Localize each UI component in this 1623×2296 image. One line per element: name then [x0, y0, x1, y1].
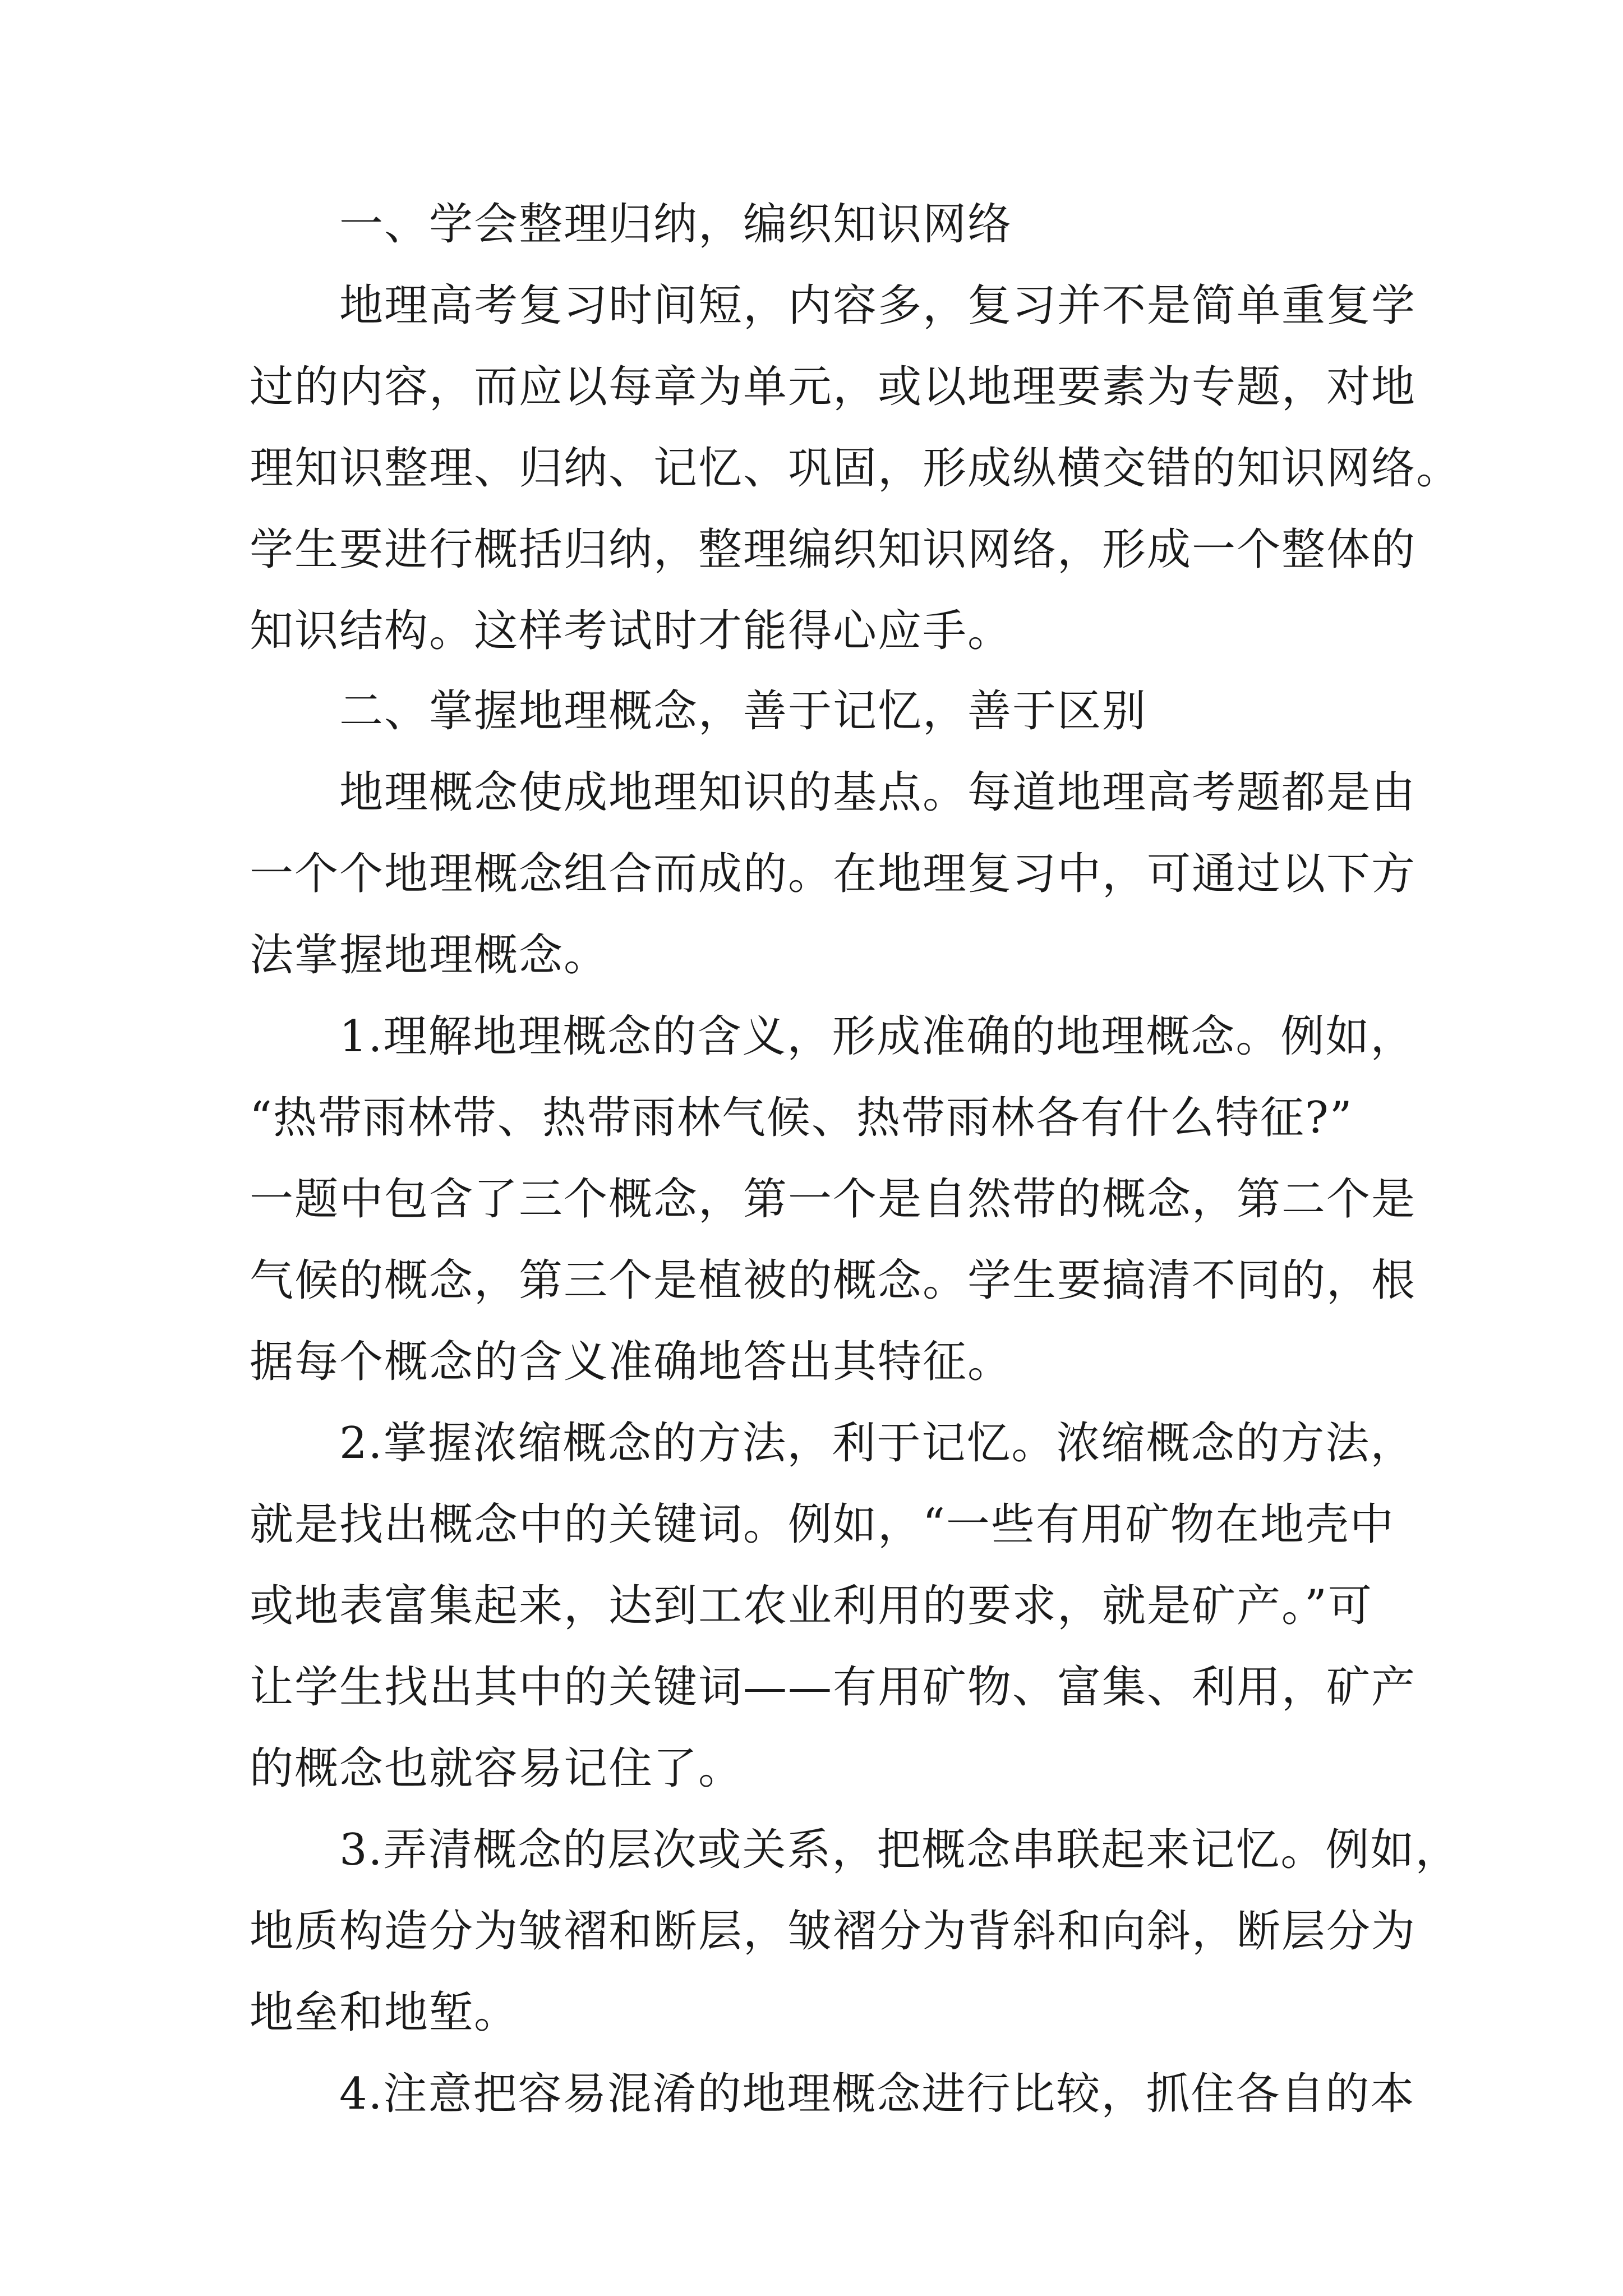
paragraph-line: 学生要进行概括归纳，整理编织知识网络，形成一个整体的 — [250, 524, 1417, 575]
section-heading-1: 一、学会整理归纳，编织知识网络 — [339, 199, 1013, 250]
paragraph-line: 一题中包含了三个概念，第一个是自然带的概念，第二个是 — [250, 1174, 1417, 1225]
list-item-1-line: 1.理解地理概念的含义，形成准确的地理概念。例如， — [339, 1011, 1415, 1062]
paragraph-line: 或地表富集起来，达到工农业利用的要求，就是矿产。”可 — [250, 1581, 1373, 1631]
paragraph-line: 让学生找出其中的关键词——有用矿物、富集、利用，矿产 — [250, 1662, 1417, 1713]
paragraph-line: 气候的概念，第三个是植被的概念。学生要搞清不同的，根 — [250, 1255, 1417, 1306]
section-heading-2: 二、掌握地理概念，善于记忆，善于区别 — [339, 686, 1147, 737]
paragraph-line: 地理概念使成地理知识的基点。每道地理高考题都是由 — [339, 767, 1417, 818]
paragraph-line: 据每个概念的含义准确地答出其特征。 — [250, 1337, 1013, 1387]
paragraph-line: 就是找出概念中的关键词。例如，“一些有用矿物在地壳中 — [250, 1499, 1395, 1550]
paragraph-line: 理知识整理、归纳、记忆、巩固，形成纵横交错的知识网络。 — [250, 443, 1461, 494]
paragraph-line: 地理高考复习时间短，内容多，复习并不是简单重复学 — [339, 280, 1417, 331]
paragraph-line: 地垒和地堑。 — [250, 1987, 519, 2038]
list-item-2-line: 2.掌握浓缩概念的方法，利于记忆。浓缩概念的方法， — [339, 1418, 1415, 1469]
paragraph-line: 过的内容，而应以每章为单元，或以地理要素为专题，对地 — [250, 362, 1417, 412]
paragraph-line: 地质构造分为皱褶和断层，皱褶分为背斜和向斜，断层分为 — [250, 1906, 1417, 1957]
paragraph-line: 知识结构。这样考试时才能得心应手。 — [250, 606, 1013, 656]
list-item-4-line: 4.注意把容易混淆的地理概念进行比较，抓住各自的本 — [339, 2069, 1415, 2119]
paragraph-line: “热带雨林带、热带雨林气候、热带雨林各有什么特征?” — [250, 1093, 1353, 1143]
paragraph-line: 法掌握地理概念。 — [250, 930, 609, 981]
list-item-3-line: 3.弄清概念的层次或关系，把概念串联起来记忆。例如， — [339, 1825, 1460, 1875]
paragraph-line: 一个个地理概念组合而成的。在地理复习中，可通过以下方 — [250, 849, 1417, 899]
paragraph-line: 的概念也就容易记住了。 — [250, 1743, 744, 1794]
